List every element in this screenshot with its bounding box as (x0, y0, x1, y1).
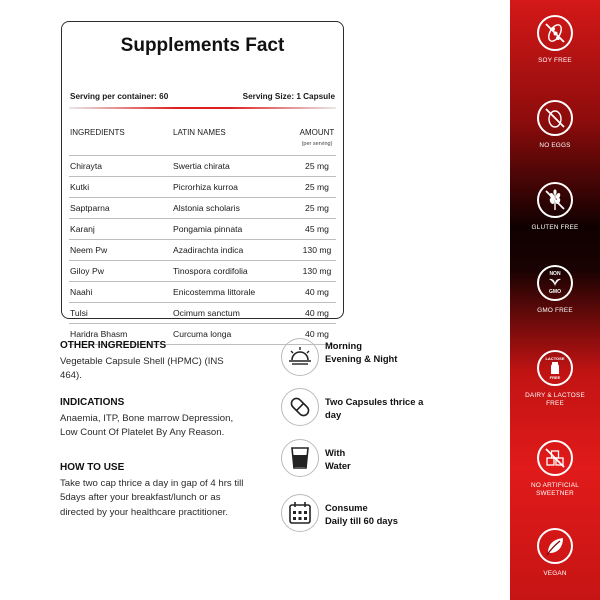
table-row (69, 281, 336, 302)
ingredient-name: Haridra Bhasm (70, 329, 128, 339)
non-gmo-icon: NON GMO (537, 265, 573, 301)
latin-name: Enicostemma littorale (173, 287, 256, 297)
badge-label: DAIRY & LACTOSE FREE (525, 392, 585, 407)
table-row (69, 302, 336, 323)
latin-name: Pongamia pinnata (173, 224, 243, 234)
badge-no-artificial-sweetener (510, 440, 600, 498)
badge-label: NO EGGS (539, 142, 571, 149)
divider-red (69, 107, 336, 109)
ingredients-table (69, 155, 336, 345)
ingredient-name: Naahi (70, 287, 93, 297)
table-row (69, 176, 336, 197)
badge-label: NO ARTIFICIAL SWEETNER (531, 482, 579, 497)
latin-name: Alstonia scholaris (173, 203, 240, 213)
amount-value: 25 mg (305, 203, 329, 213)
vegan-leaf-icon (537, 528, 573, 564)
badge-label: GLUTEN FREE (531, 224, 579, 231)
table-row (69, 155, 336, 176)
badge-lactose-free (510, 350, 600, 408)
ingredient-name: Tulsi (70, 308, 88, 318)
badge-gmo-free (510, 265, 600, 315)
how-to-use-text: Take two cap thrice a day in gap of 4 hrs till 5days after your breakfast/lunch or as directed by your healthcare practitioner. (60, 478, 244, 518)
soy-free-icon (537, 15, 573, 51)
ingredient-name: Chirayta (70, 161, 102, 171)
header-amount: AMOUNT (299, 128, 335, 137)
capsule-icon (281, 388, 319, 426)
badge-label: GMO FREE (537, 307, 573, 314)
amount-value: 40 mg (305, 287, 329, 297)
badge-soy-free (510, 15, 600, 65)
sunrise-icon (281, 338, 319, 376)
calendar-icon (281, 494, 319, 532)
usage-item-dosage (281, 388, 441, 432)
indications-text: Anaemia, ITP, Bone marrow Depression, Low Count Of Platelet By Any Reason. (60, 413, 234, 439)
badge-gluten-free (510, 182, 600, 232)
latin-name: Tinospora cordifolia (173, 266, 248, 276)
badge-label: SOY FREE (538, 57, 572, 64)
other-ingredients-section (60, 339, 270, 384)
gluten-free-icon (537, 182, 573, 218)
dietary-badges-strip (510, 0, 600, 600)
latin-name: Curcuma longa (173, 329, 232, 339)
other-ingredients-title: OTHER INGREDIENTS (60, 340, 167, 351)
amount-value: 25 mg (305, 161, 329, 171)
facts-title: Supplements Fact (120, 35, 285, 56)
ingredient-name: Giloy Pw (70, 266, 104, 276)
how-to-use-title: HOW TO USE (60, 462, 125, 473)
serving-per-container: Serving per container: 60 (70, 92, 169, 101)
indications-title: INDICATIONS (60, 397, 125, 408)
amount-value: 130 mg (302, 245, 332, 255)
amount-value: 25 mg (305, 182, 329, 192)
badge-vegan (510, 528, 600, 578)
amount-value: 45 mg (305, 224, 329, 234)
badge-label: VEGAN (543, 570, 567, 577)
header-amount-sub: (per serving) (301, 141, 333, 147)
how-to-use-section (60, 461, 270, 520)
amount-value: 130 mg (302, 266, 332, 276)
latin-name: Swertia chirata (173, 161, 230, 171)
header-ingredients: INGREDIENTS (70, 128, 125, 137)
latin-name: Ocimum sanctum (173, 308, 240, 318)
usage-item-timing (281, 338, 441, 382)
table-row (69, 197, 336, 218)
amount-value: 40 mg (305, 308, 329, 318)
ingredient-name: Kutki (70, 182, 90, 192)
usage-label: Two Capsules thrice a day (325, 396, 424, 420)
header-latin-names: LATIN NAMES (173, 128, 226, 137)
no-eggs-icon (537, 100, 573, 136)
lactose-free-icon: LACTOSE FREE (537, 350, 573, 386)
usage-label: Consume Daily till 60 days (325, 502, 398, 526)
indications-section (60, 396, 270, 441)
supplements-facts-panel (61, 21, 344, 339)
usage-label: With Water (325, 447, 351, 471)
ingredient-name: Saptparna (70, 203, 110, 213)
table-row (69, 260, 336, 281)
usage-item-duration (281, 494, 441, 538)
ingredient-name: Karanj (70, 224, 95, 234)
amount-value: 40 mg (305, 329, 329, 339)
serving-size: Serving Size: 1 Capsule (242, 92, 335, 101)
no-sweetener-icon (537, 440, 573, 476)
latin-name: Picrorhiza kurroa (173, 182, 238, 192)
table-row (69, 218, 336, 239)
usage-label: Morning Evening & Night (325, 340, 398, 364)
other-ingredients-text: Vegetable Capsule Shell (HPMC) (INS 464). (60, 356, 224, 382)
latin-name: Azadirachta indica (173, 245, 244, 255)
glass-water-icon (281, 439, 319, 477)
table-row (69, 239, 336, 260)
ingredient-name: Neem Pw (70, 245, 108, 255)
badge-no-eggs (510, 100, 600, 150)
usage-item-water (281, 439, 441, 483)
